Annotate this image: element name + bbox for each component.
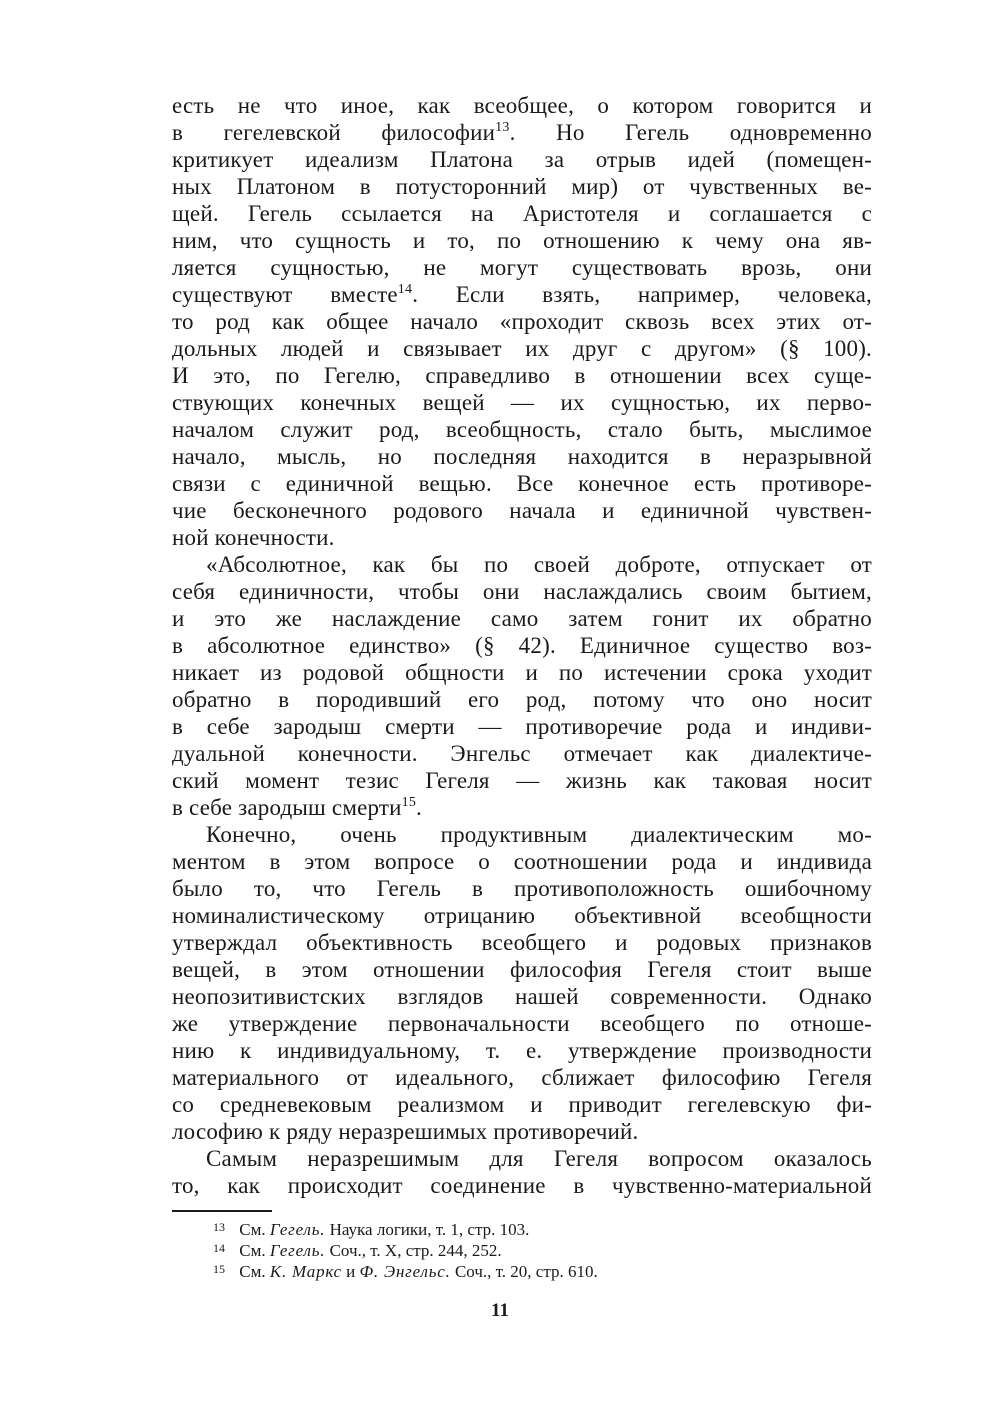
text-line xyxy=(172,119,872,146)
text-line xyxy=(172,1118,872,1145)
text-line-content: было то, что Гегель в противоположность ошибочному xyxy=(172,876,872,901)
text-line-content: в себе зародыш смерти xyxy=(172,795,402,820)
text-line xyxy=(172,1064,872,1091)
text-line-content: И это, по Гегелю, справедливо в отношении всех суще- xyxy=(172,363,872,388)
text-line xyxy=(172,740,872,767)
text-line xyxy=(172,254,872,281)
text-line xyxy=(172,821,872,848)
text-line-content: то, как происходит соединение в чувственно-материальной xyxy=(172,1173,872,1198)
text-line-content: себя единичности, чтобы они наслаждались своим бытием, xyxy=(172,579,872,604)
text-line-content: лософию к ряду неразрешимых противоречий. xyxy=(172,1119,639,1144)
footnote-divider xyxy=(172,1210,272,1212)
text-line xyxy=(172,389,872,416)
footnote-author: Гегель. xyxy=(269,1241,326,1260)
text-line-content: критикует идеализм Платона за отрыв идей (помещен- xyxy=(172,147,872,172)
page-number: 11 xyxy=(491,1300,509,1321)
text-line xyxy=(172,794,872,821)
footnote-number: 14 xyxy=(213,1241,225,1255)
text-line xyxy=(172,362,872,389)
text-line xyxy=(172,173,872,200)
text-line xyxy=(172,1091,872,1118)
footnote-15 xyxy=(213,1259,853,1280)
text-line-content: материального от идеального, сближает философию Гегеля xyxy=(172,1065,872,1090)
text-line-content: в себе зародыш смерти — противоречие рода и индиви- xyxy=(172,714,872,739)
text-line-content: связи с единичной вещью. Все конечное есть противоре- xyxy=(172,471,872,496)
text-line xyxy=(172,551,872,578)
footnote-reference: 14 xyxy=(397,282,413,297)
text-line-content: щей. Гегель ссылается на Аристотеля и соглашается с xyxy=(172,201,872,226)
footnote-source: Наука логики, т. 1, стр. 103. xyxy=(329,1220,530,1239)
text-line-content: номиналистическому отрицанию объективной всеобщности xyxy=(172,903,872,928)
text-line-content: ной конечности. xyxy=(172,525,335,550)
text-line-continuation: . Но Гегель одновременно xyxy=(509,120,872,145)
text-line-content: дольных людей и связывает их друг с другом» (§ 100). xyxy=(172,336,872,361)
footnote-author-2: Ф. Энгельс. xyxy=(359,1262,451,1281)
footnote-prefix: См. xyxy=(239,1241,266,1260)
text-line xyxy=(172,632,872,659)
text-line-content: неопозитивистских взглядов нашей современности. Однако xyxy=(172,984,872,1009)
text-line-content: Конечно, очень продуктивным диалектическим мо- xyxy=(206,822,872,847)
text-line-content: началом служит род, всеобщность, стало быть, мыслимое xyxy=(172,417,872,442)
text-line xyxy=(172,497,872,524)
text-line xyxy=(172,983,872,1010)
text-line-content: в гегелевской философии xyxy=(172,120,496,145)
text-line xyxy=(172,92,872,119)
text-line-content: же утверждение первоначальности всеобщего по отноше- xyxy=(172,1011,872,1036)
text-line-content: утверждал объективность всеобщего и родовых признаков xyxy=(172,930,872,955)
text-line xyxy=(172,956,872,983)
footnote-14 xyxy=(213,1238,853,1259)
text-line xyxy=(172,1145,872,1172)
footnote-prefix: См. xyxy=(239,1262,266,1281)
text-line xyxy=(172,686,872,713)
text-line-content: ных Платоном в потусторонний мир) от чувственных ве- xyxy=(172,174,872,199)
text-line-content: существуют вместе xyxy=(172,282,398,307)
text-line xyxy=(172,713,872,740)
footnote-13 xyxy=(213,1217,853,1238)
footnote-author: Гегель. xyxy=(269,1220,326,1239)
footnote-author: К. Маркс xyxy=(269,1262,342,1281)
text-line-content: никает из родовой общности и по истечении срока уходит xyxy=(172,660,872,685)
text-line xyxy=(172,1010,872,1037)
text-line xyxy=(172,578,872,605)
text-line xyxy=(172,416,872,443)
text-line xyxy=(172,875,872,902)
text-line-content: в абсолютное единство» (§ 42). Единичное существо воз- xyxy=(172,633,872,658)
text-line xyxy=(172,1172,872,1199)
footnote-prefix: См. xyxy=(239,1220,266,1239)
text-line xyxy=(172,524,872,551)
text-line-content: и это же наслаждение само затем гонит их обратно xyxy=(172,606,872,631)
text-line-content: чие бесконечного родового начала и единичной чувствен- xyxy=(172,498,872,523)
text-line-content: начало, мысль, но последняя находится в неразрывной xyxy=(172,444,872,469)
text-line xyxy=(172,902,872,929)
footnote-reference: 15 xyxy=(401,795,417,810)
text-line xyxy=(172,470,872,497)
body-text xyxy=(172,92,872,1199)
footnotes xyxy=(213,1217,853,1280)
text-line xyxy=(172,200,872,227)
footnote-source: Соч., т. 20, стр. 610. xyxy=(454,1262,598,1281)
footnote-number: 15 xyxy=(213,1262,225,1276)
text-line-content: дуальной конечности. Энгельс отмечает как диалектиче- xyxy=(172,741,872,766)
text-line xyxy=(172,227,872,254)
text-line-content: обратно в породивший его род, потому что оно носит xyxy=(172,687,872,712)
text-line-content: «Абсолютное, как бы по своей доброте, отпускает от xyxy=(206,552,872,577)
text-line xyxy=(172,443,872,470)
text-line-content: ним, что сущность и то, по отношению к чему она яв- xyxy=(172,228,872,253)
text-line xyxy=(172,848,872,875)
text-line-content: ляется сущностью, не могут существовать врозь, они xyxy=(172,255,872,280)
text-line xyxy=(172,281,872,308)
text-line-continuation: . Если взять, например, человека, xyxy=(412,282,872,307)
text-line-content: нию к индивидуальному, т. е. утверждение производности xyxy=(172,1038,872,1063)
text-line-continuation: . xyxy=(416,795,422,820)
text-line xyxy=(172,146,872,173)
footnote-conjunction: и xyxy=(346,1262,356,1281)
text-line-content: ский момент тезис Гегеля — жизнь как таковая носит xyxy=(172,768,872,793)
footnote-reference: 13 xyxy=(495,120,510,135)
text-line xyxy=(172,929,872,956)
text-line-content: ствующих конечных вещей — их сущностью, их перво- xyxy=(172,390,872,415)
text-line-content: есть не что иное, как всеобщее, о котором говорится и xyxy=(172,93,872,118)
text-line-content: ментом в этом вопросе о соотношении рода и индивида xyxy=(172,849,872,874)
text-line xyxy=(172,1037,872,1064)
text-line-content: вещей, в этом отношении философия Гегеля стоит выше xyxy=(172,957,872,982)
footnote-number: 13 xyxy=(213,1220,225,1234)
text-line-content: то род как общее начало «проходит сквозь всех этих от- xyxy=(172,309,872,334)
text-line xyxy=(172,767,872,794)
text-line-content: Самым неразрешимым для Гегеля вопросом оказалось xyxy=(206,1146,872,1171)
text-line xyxy=(172,308,872,335)
text-line xyxy=(172,605,872,632)
footnote-source: Соч., т. X, стр. 244, 252. xyxy=(329,1241,502,1260)
text-line-content: со средневековым реализмом и приводит гегелевскую фи- xyxy=(172,1092,872,1117)
text-line xyxy=(172,335,872,362)
text-line xyxy=(172,659,872,686)
